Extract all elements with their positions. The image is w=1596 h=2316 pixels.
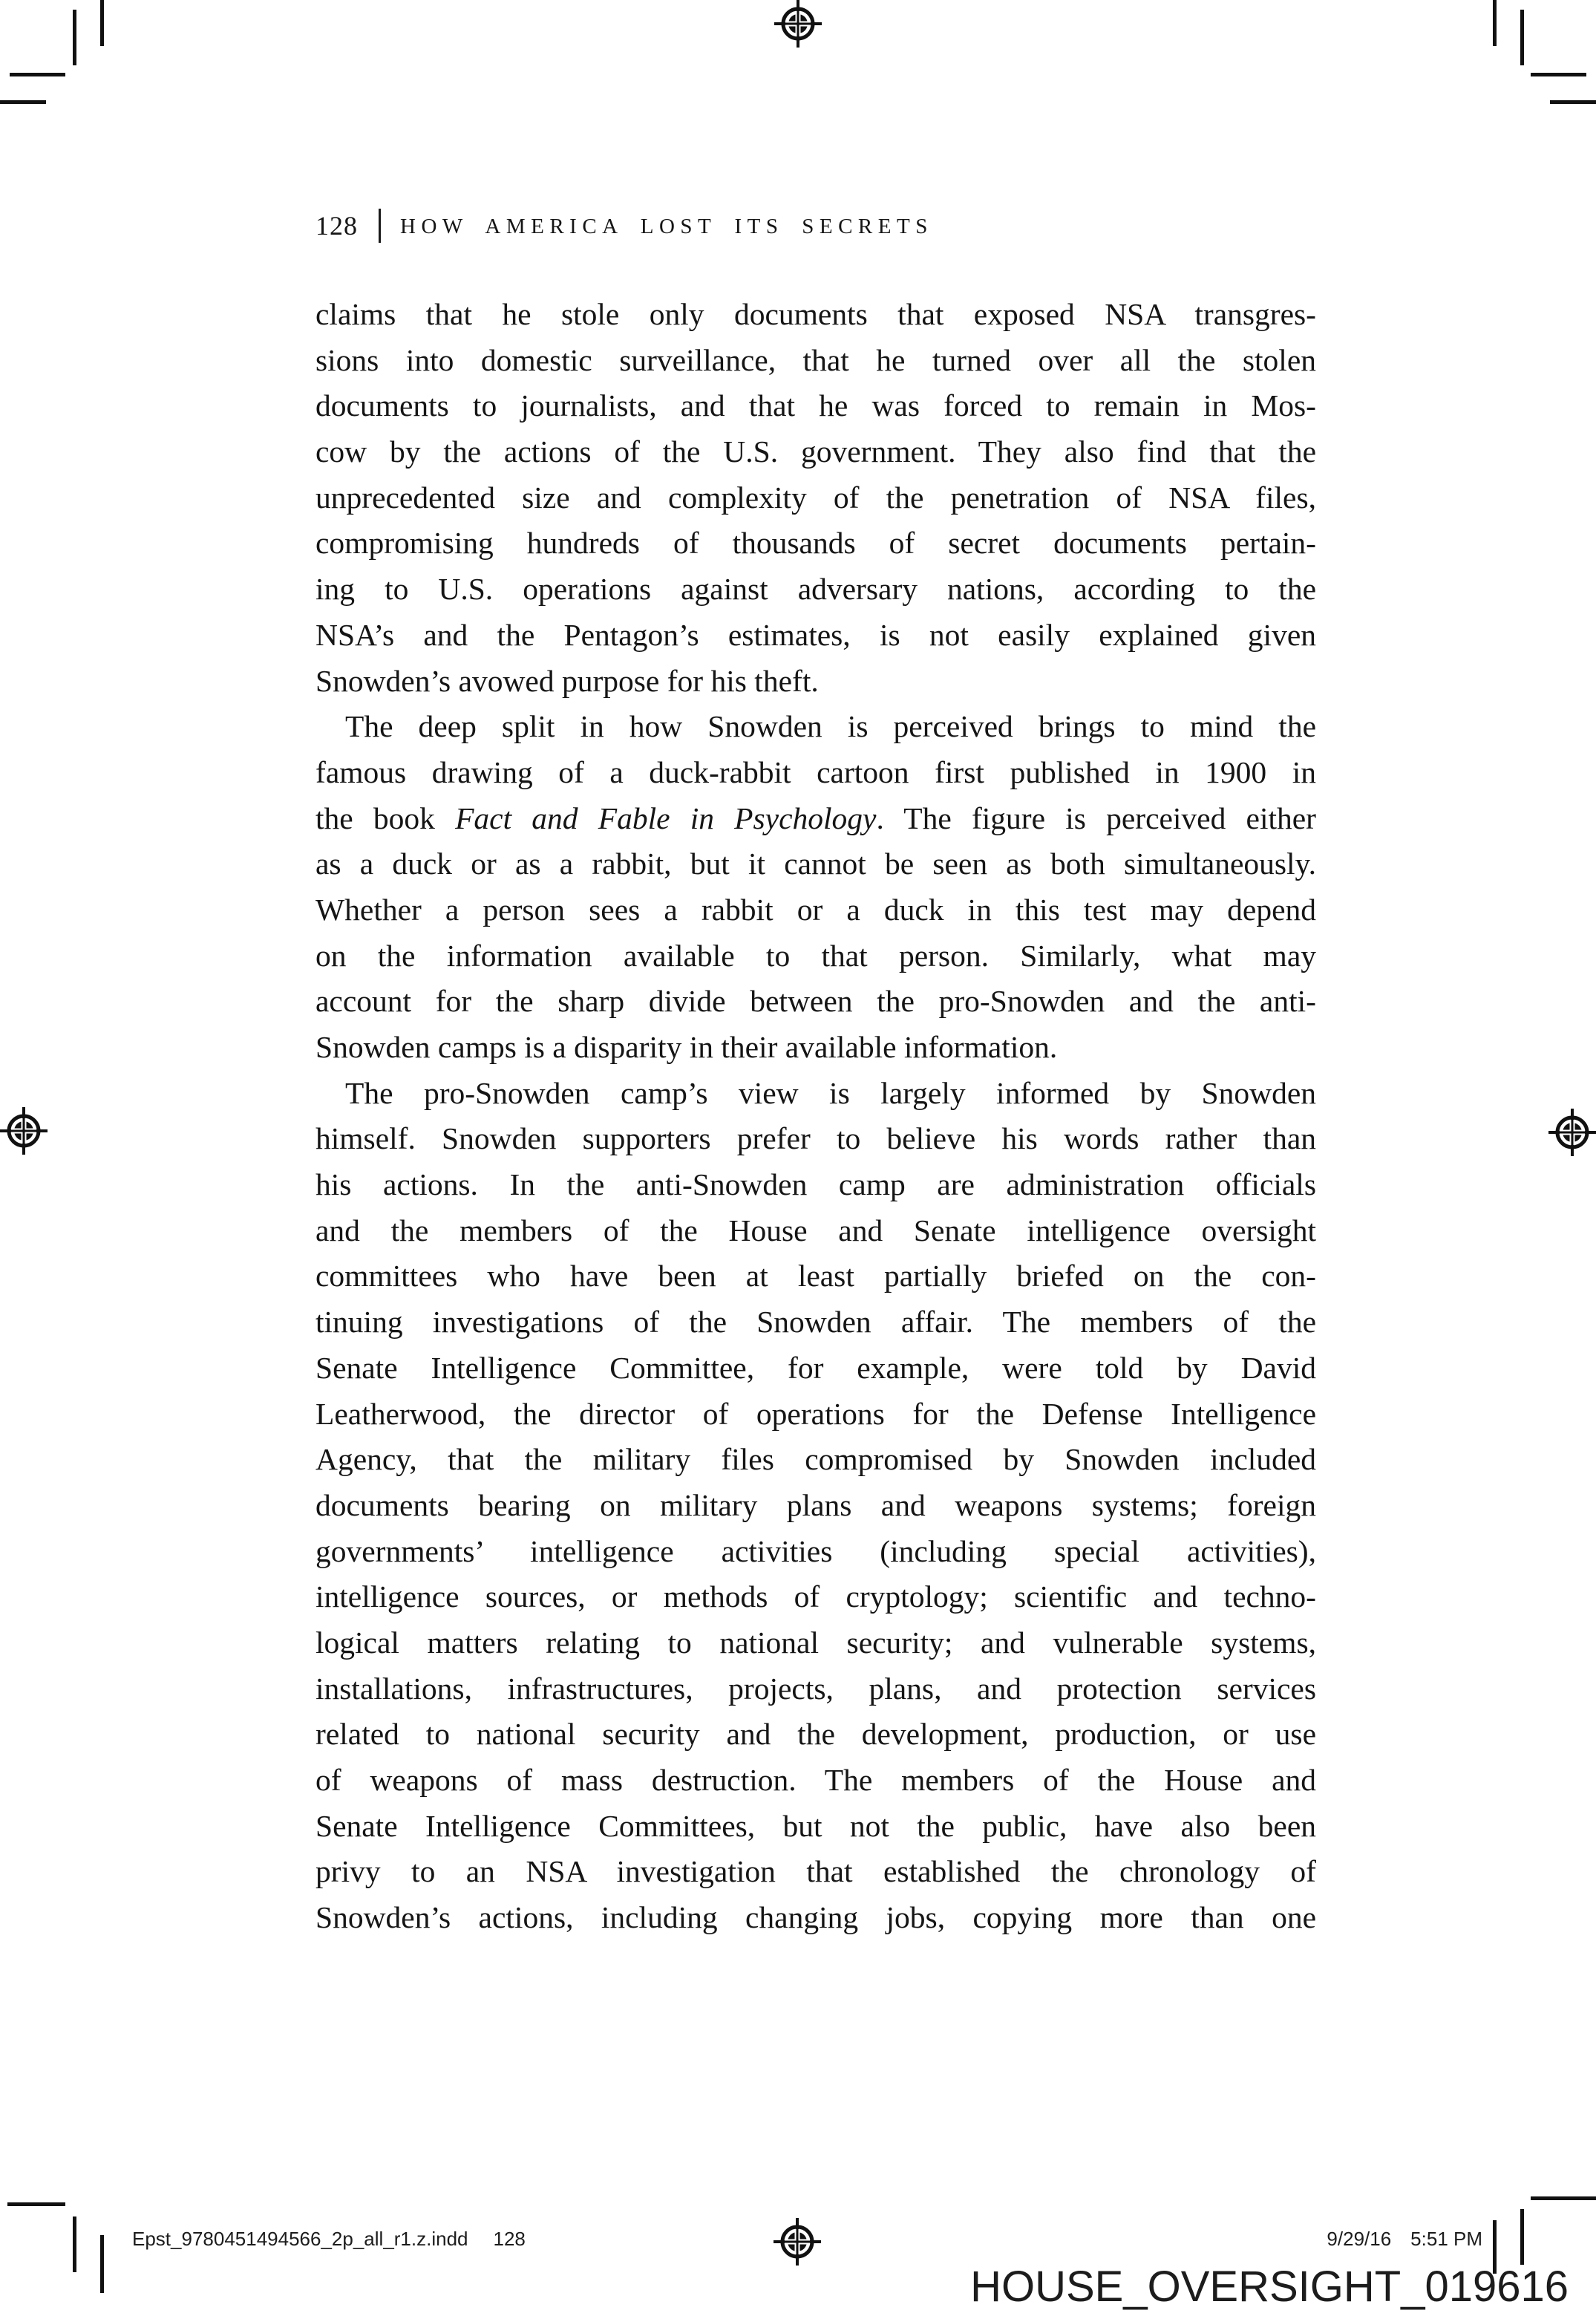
body-text — [315, 292, 1316, 1941]
slug-datetime — [1327, 2228, 1482, 2251]
body-line: Agency, that the military files compromised by Snowden included — [315, 1442, 1316, 1477]
body-line: related to national security and the development, production, or use — [315, 1717, 1316, 1752]
paragraph — [315, 704, 1316, 1071]
body-line: account for the sharp divide between the pro-Snowden and the anti- — [315, 984, 1316, 1019]
text-segment: the book — [315, 800, 456, 835]
trim-mark — [73, 2216, 76, 2272]
body-line: claims that he stole only documents that exposed NSA transgres- — [315, 297, 1316, 331]
trim-mark — [1550, 100, 1596, 104]
body-line: NSA’s and the Pentagon’s estimates, is not easily explained given — [315, 617, 1316, 652]
body-line: unprecedented size and complexity of the penetration of NSA files, — [315, 480, 1316, 515]
body-line: Senate Intelligence Committee, for example, were told by David — [315, 1350, 1316, 1385]
text-segment: . The figure is perceived either — [876, 800, 1317, 835]
body-line: ing to U.S. operations against adversary nations, according to the — [315, 572, 1316, 607]
bates-watermark: HOUSE_OVERSIGHT_019616 — [970, 2263, 1569, 2311]
body-line: and the members of the House and Senate intelligence oversight — [315, 1213, 1316, 1247]
body-line: The deep split in how Snowden is perceived brings to mind the — [345, 709, 1316, 744]
trim-mark — [7, 2202, 65, 2206]
registration-mark-icon — [0, 1107, 48, 1155]
body-line: governments’ intelligence activities (including special activities), — [315, 1533, 1316, 1568]
body-line: of weapons of mass destruction. The members of the House and — [315, 1763, 1316, 1797]
body-line: cow by the actions of the U.S. government. They also find that the — [315, 434, 1316, 469]
body-line: logical matters relating to national security; and vulnerable systems, — [315, 1625, 1316, 1660]
slug-date: 9/29/16 — [1327, 2228, 1392, 2250]
slug-filename — [132, 2228, 526, 2251]
head-divider — [379, 209, 381, 243]
body-line: himself. Snowden supporters prefer to believe his words rather than — [315, 1121, 1316, 1156]
body-line: sions into domestic surveillance, that he turned over all the stolen — [315, 342, 1316, 377]
running-head-title: HOW AMERICA LOST ITS SECRETS — [400, 215, 933, 238]
page-number: 128 — [315, 211, 358, 241]
body-line: on the information available to that person. Similarly, what may — [315, 938, 1316, 973]
body-line: Whether a person sees a rabbit or a duck in this test may depend — [315, 892, 1316, 927]
trim-mark — [0, 100, 46, 104]
running-head — [315, 209, 1325, 243]
trim-mark — [10, 73, 65, 76]
body-line: documents bearing on military plans and weapons systems; foreign — [315, 1487, 1316, 1522]
trim-mark — [73, 10, 76, 65]
paragraph — [315, 1071, 1316, 1941]
trim-mark — [1493, 0, 1497, 46]
body-line — [315, 796, 1316, 842]
body-line: intelligence sources, or methods of cryptology; scientific and techno- — [315, 1579, 1316, 1614]
body-line: committees who have been at least partially briefed on the con- — [315, 1259, 1316, 1294]
slug-time: 5:51 PM — [1410, 2228, 1482, 2250]
body-line: installations, infrastructures, projects, plans, and protection services — [315, 1671, 1316, 1706]
body-line: Snowden camps is a disparity in their available information. — [315, 1030, 1058, 1064]
registration-mark-icon — [1548, 1109, 1596, 1156]
trim-mark — [1520, 2209, 1524, 2265]
trim-mark — [1531, 2196, 1596, 2200]
body-line: Leatherwood, the director of operations for the Defense Intelligence — [315, 1396, 1316, 1431]
body-line: Snowden’s actions, including changing jobs, copying more than one — [315, 1900, 1316, 1935]
registration-mark-icon — [774, 0, 822, 48]
body-line: Senate Intelligence Committees, but not the public, have also been — [315, 1808, 1316, 1843]
body-line: as a duck or as a rabbit, but it cannot be seen as both simultaneously. — [315, 847, 1316, 881]
body-line: Snowden’s avowed purpose for his theft. — [315, 663, 819, 698]
paragraph — [315, 292, 1316, 704]
body-line: his actions. In the anti-Snowden camp are administration officials — [315, 1167, 1316, 1202]
body-line: documents to journalists, and that he was forced to remain in Mos- — [315, 388, 1316, 423]
body-line: tinuing investigations of the Snowden affair. The members of the — [315, 1305, 1316, 1340]
body-line: compromising hundreds of thousands of secret documents pertain- — [315, 526, 1316, 561]
body-line: famous drawing of a duck-rabbit cartoon first published in 1900 in — [315, 754, 1316, 789]
slug-page-number: 128 — [493, 2228, 526, 2250]
trim-mark — [100, 2235, 104, 2293]
body-line: privy to an NSA investigation that established the chronology of — [315, 1854, 1316, 1889]
slug-filename-text: Epst_9780451494566_2p_all_r1.z.indd — [132, 2228, 468, 2250]
trim-mark — [1531, 73, 1586, 76]
registration-mark-icon — [774, 2218, 821, 2266]
trim-mark — [1520, 10, 1524, 65]
body-line: The pro-Snowden camp’s view is largely informed by Snowden — [345, 1075, 1316, 1110]
trim-mark — [100, 0, 104, 46]
book-title-italic: Fact and Fable in Psychology — [455, 800, 877, 835]
